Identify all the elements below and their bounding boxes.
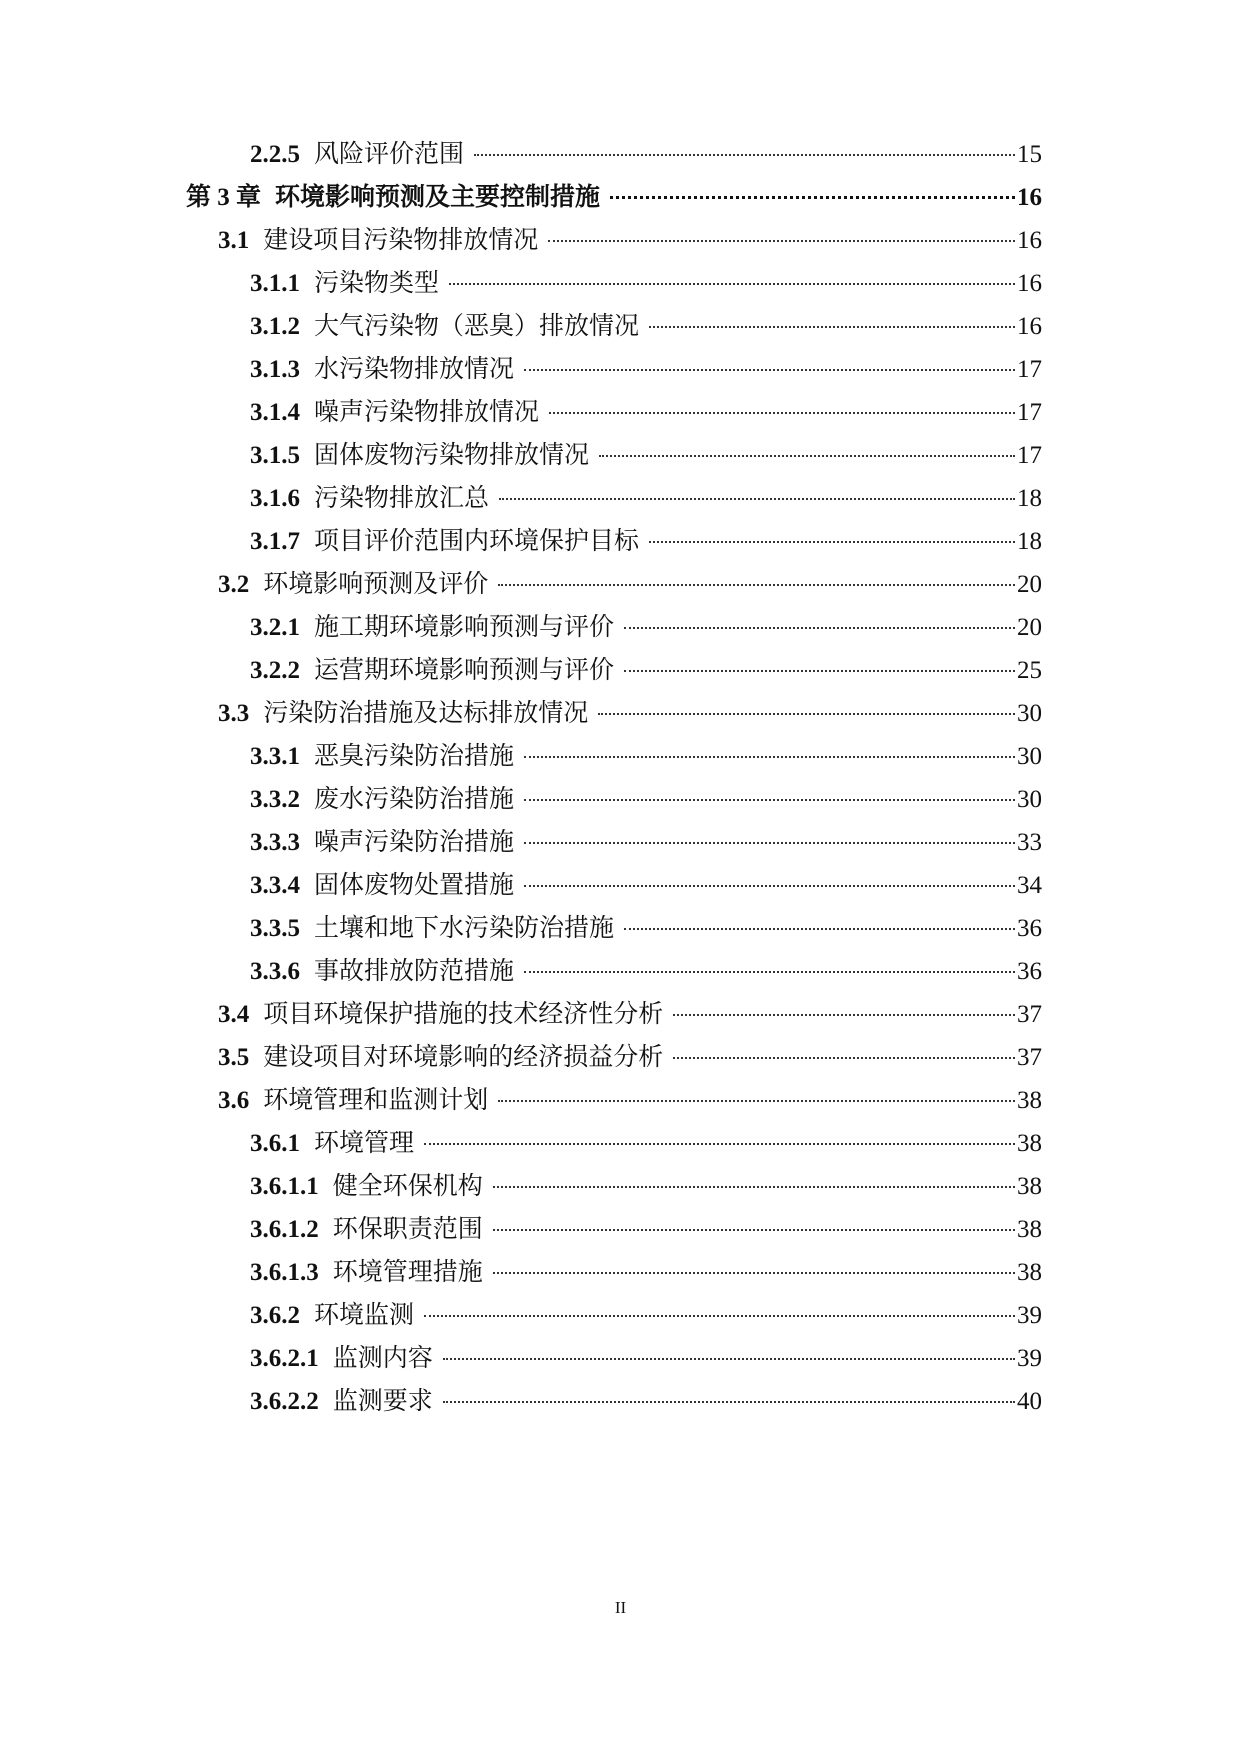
- toc-entry[interactable]: [250, 908, 1042, 948]
- toc-leader-dots: [624, 627, 1015, 629]
- toc-entry-number: 3.1.4: [250, 399, 300, 426]
- toc-leader-dots: [493, 1272, 1015, 1274]
- toc-entry[interactable]: [250, 865, 1042, 905]
- toc-entry-number: 3.3.1: [250, 743, 300, 770]
- toc-entry-page: 25: [1017, 657, 1042, 684]
- toc-entry-number: 3.1.1: [250, 270, 300, 297]
- toc-entry-page: 18: [1017, 485, 1042, 512]
- toc-entry[interactable]: [250, 607, 1042, 647]
- toc-entry[interactable]: [218, 693, 1042, 733]
- toc-entry-number: 3.6.1.1: [250, 1173, 319, 1200]
- toc-leader-dots: [673, 1057, 1015, 1059]
- toc-entry-title: 事故排放防范措施: [314, 956, 515, 985]
- toc-entry-number: 3.5: [218, 1044, 250, 1071]
- toc-entry-page: 30: [1017, 786, 1042, 813]
- toc-entry-title: 健全环保机构: [332, 1171, 483, 1200]
- toc-entry[interactable]: [250, 1166, 1042, 1206]
- toc-leader-dots: [548, 240, 1015, 242]
- toc-entry-number: 3.3.5: [250, 915, 300, 942]
- toc-entry-page: 38: [1017, 1087, 1042, 1114]
- toc-entry[interactable]: [250, 306, 1042, 346]
- toc-entry-page: 38: [1017, 1259, 1042, 1286]
- toc-entry-title: 土壤和地下水污染防治措施: [314, 913, 615, 942]
- toc-leader-dots: [599, 455, 1015, 457]
- toc-entry-number: 3.2: [218, 571, 250, 598]
- toc-leader-dots: [673, 1014, 1015, 1016]
- toc-leader-dots: [493, 1229, 1015, 1231]
- toc-entry-number: 3.6.2.1: [250, 1345, 319, 1372]
- toc-entry-page: 36: [1017, 915, 1042, 942]
- toc-entry[interactable]: [250, 1381, 1042, 1421]
- toc-entry-title: 恶臭污染防治措施: [314, 741, 515, 770]
- toc-entry-page: 30: [1017, 743, 1042, 770]
- toc-entry-page: 15: [1017, 141, 1042, 168]
- toc-entry-page: 16: [1017, 184, 1042, 211]
- toc-entry-page: 16: [1017, 270, 1042, 297]
- toc-entry-title: 噪声污染防治措施: [314, 827, 515, 856]
- toc-entry-number: 2.2.5: [250, 141, 300, 168]
- toc-entry[interactable]: [218, 564, 1042, 604]
- toc-entry-title: 污染物类型: [314, 268, 440, 297]
- toc-entry-title: 噪声污染物排放情况: [314, 397, 540, 426]
- toc-entry[interactable]: [250, 779, 1042, 819]
- toc-leader-dots: [424, 1143, 1015, 1145]
- toc-entry-title: 环保职责范围: [332, 1214, 483, 1243]
- toc-leader-dots: [498, 584, 1015, 586]
- toc-leader-dots: [624, 928, 1015, 930]
- toc-entry-title: 环境管理和监测计划: [263, 1085, 489, 1114]
- toc-entry-number: 3.3.3: [250, 829, 300, 856]
- toc-entry[interactable]: [250, 392, 1042, 432]
- toc-entry[interactable]: [250, 951, 1042, 991]
- toc-entry-page: 18: [1017, 528, 1042, 555]
- toc-leader-dots: [443, 1401, 1015, 1403]
- toc-entry-page: 30: [1017, 700, 1042, 727]
- toc-entry-page: 20: [1017, 571, 1042, 598]
- toc-entry-title: 污染防治措施及达标排放情况: [263, 698, 589, 727]
- toc-entry-title: 环境监测: [314, 1300, 415, 1329]
- toc-entry-page: 16: [1017, 227, 1042, 254]
- toc-entry-title: 环境管理措施: [332, 1257, 483, 1286]
- toc-entry-title: 环境管理: [314, 1128, 415, 1157]
- toc-entry[interactable]: [250, 650, 1042, 690]
- toc-entry-title: 污染物排放汇总: [314, 483, 490, 512]
- toc-leader-dots: [610, 196, 1015, 199]
- toc-entry-title: 监测要求: [332, 1386, 433, 1415]
- toc-entry-number: 3.2.2: [250, 657, 300, 684]
- toc-leader-dots: [493, 1186, 1015, 1188]
- toc-entry[interactable]: [218, 994, 1042, 1034]
- toc-entry[interactable]: [250, 349, 1042, 389]
- toc-entry[interactable]: [250, 521, 1042, 561]
- toc-entry-number: 3.1.7: [250, 528, 300, 555]
- toc-entry-page: 16: [1017, 313, 1042, 340]
- toc-entry-number: 3.4: [218, 1001, 250, 1028]
- toc-entry-title: 项目环境保护措施的技术经济性分析: [263, 999, 664, 1028]
- toc-entry-number: 3.1.5: [250, 442, 300, 469]
- toc-entry[interactable]: [250, 1295, 1042, 1335]
- toc-entry[interactable]: [250, 1338, 1042, 1378]
- toc-entry[interactable]: [250, 478, 1042, 518]
- toc-entry-page: 40: [1017, 1388, 1042, 1415]
- toc-leader-dots: [598, 713, 1015, 715]
- toc-leader-dots: [474, 154, 1015, 156]
- toc-entry[interactable]: [218, 220, 1042, 260]
- toc-entry-number: 3.6.1: [250, 1130, 300, 1157]
- toc-entry-number: 3.3: [218, 700, 250, 727]
- toc-entry-number: 3.3.2: [250, 786, 300, 813]
- toc-leader-dots: [649, 541, 1015, 543]
- toc-entry-title: 固体废物处置措施: [314, 870, 515, 899]
- toc-entry-page: 38: [1017, 1173, 1042, 1200]
- toc-entry-page: 17: [1017, 356, 1042, 383]
- toc-entry-title: 运营期环境影响预测与评价: [314, 655, 615, 684]
- toc-entry[interactable]: [250, 1252, 1042, 1292]
- toc-entry[interactable]: [218, 1037, 1042, 1077]
- toc-entry-title: 环境影响预测及主要控制措施: [275, 182, 601, 211]
- toc-leader-dots: [443, 1358, 1015, 1360]
- toc-entry-title: 建设项目污染物排放情况: [263, 225, 539, 254]
- toc-entry-number: 3.1: [218, 227, 250, 254]
- toc-entry-number: 3.3.6: [250, 958, 300, 985]
- toc-entry-title: 固体废物污染物排放情况: [314, 440, 590, 469]
- toc-entry-page: 36: [1017, 958, 1042, 985]
- toc-entry-title: 废水污染防治措施: [314, 784, 515, 813]
- toc-entry-title: 施工期环境影响预测与评价: [314, 612, 615, 641]
- toc-entry[interactable]: [250, 822, 1042, 862]
- toc-entry-page: 39: [1017, 1345, 1042, 1372]
- toc-entry-title: 环境影响预测及评价: [263, 569, 489, 598]
- toc-entry-page: 17: [1017, 399, 1042, 426]
- toc-leader-dots: [498, 1100, 1015, 1102]
- toc-leader-dots: [449, 283, 1015, 285]
- toc-entry-number: 3.1.2: [250, 313, 300, 340]
- toc-leader-dots: [424, 1315, 1015, 1317]
- toc-entry-number: 3.6: [218, 1087, 250, 1114]
- toc-entry[interactable]: [218, 1080, 1042, 1120]
- toc-entry-number: 3.1.6: [250, 485, 300, 512]
- toc-entry-number: 3.1.3: [250, 356, 300, 383]
- toc-leader-dots: [499, 498, 1015, 500]
- toc-leader-dots: [524, 971, 1015, 973]
- toc-entry[interactable]: [250, 134, 1042, 174]
- toc-entry[interactable]: [250, 736, 1042, 776]
- toc-entry[interactable]: [250, 435, 1042, 475]
- toc-entry-title: 建设项目对环境影响的经济损益分析: [263, 1042, 664, 1071]
- toc-entry-page: 17: [1017, 442, 1042, 469]
- toc-entry[interactable]: [250, 263, 1042, 303]
- toc-entry[interactable]: [250, 1123, 1042, 1163]
- toc-leader-dots: [524, 369, 1015, 371]
- toc-entry-number: 3.6.1.3: [250, 1259, 319, 1286]
- toc-entry-page: 20: [1017, 614, 1042, 641]
- toc-entry-page: 37: [1017, 1001, 1042, 1028]
- toc-leader-dots: [524, 799, 1015, 801]
- toc-entry-chapter[interactable]: [186, 177, 1042, 217]
- toc-leader-dots: [649, 326, 1015, 328]
- toc-entry-number: 第 3 章: [186, 184, 262, 211]
- toc-entry-title: 项目评价范围内环境保护目标: [314, 526, 640, 555]
- toc-entry-page: 34: [1017, 872, 1042, 899]
- toc-entry-number: 3.6.1.2: [250, 1216, 319, 1243]
- toc-leader-dots: [524, 842, 1015, 844]
- toc-entry-page: 39: [1017, 1302, 1042, 1329]
- toc-entry-title: 监测内容: [332, 1343, 433, 1372]
- toc-entry-title: 大气污染物（恶臭）排放情况: [314, 311, 640, 340]
- toc-entry-number: 3.3.4: [250, 872, 300, 899]
- toc-entry-number: 3.6.2.2: [250, 1388, 319, 1415]
- toc-leader-dots: [524, 885, 1015, 887]
- toc-leader-dots: [524, 756, 1015, 758]
- toc-entry[interactable]: [250, 1209, 1042, 1249]
- page-number-footer: II: [614, 1598, 627, 1617]
- toc-entry-page: 38: [1017, 1216, 1042, 1243]
- toc-entry-page: 33: [1017, 829, 1042, 856]
- toc-entry-page: 38: [1017, 1130, 1042, 1157]
- toc-entry-title: 水污染物排放情况: [314, 354, 515, 383]
- toc-entry-page: 37: [1017, 1044, 1042, 1071]
- toc-entry-number: 3.2.1: [250, 614, 300, 641]
- toc-entry-number: 3.6.2: [250, 1302, 300, 1329]
- toc-leader-dots: [549, 412, 1015, 414]
- toc-entry-title: 风险评价范围: [314, 139, 465, 168]
- toc-leader-dots: [624, 670, 1015, 672]
